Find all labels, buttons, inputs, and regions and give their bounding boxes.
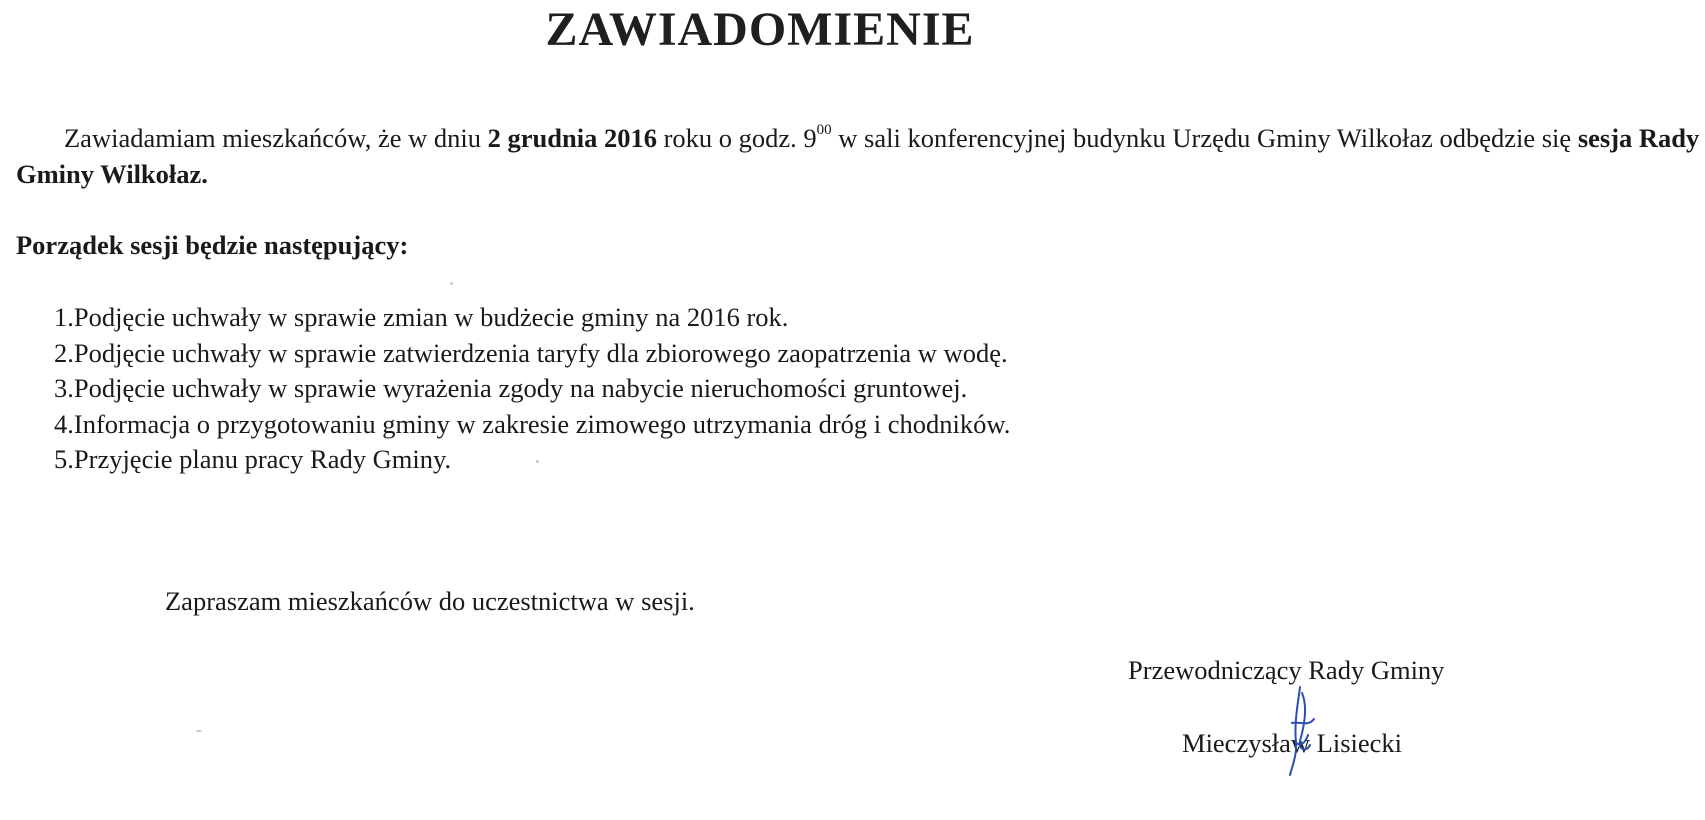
scan-speck xyxy=(450,282,453,285)
intro-text-1: Zawiadamiam mieszkańców, że w dniu xyxy=(64,123,488,153)
agenda-item: 3.Podjęcie uchwały w sprawie wyrażenia zgody na nabycie nieruchomości gruntowej. xyxy=(54,373,968,403)
document-title: ZAWIADOMIENIE xyxy=(545,3,975,56)
intro-text-3: w sali konferencyjnej budynku Urzędu Gminy Wilkołaz odbędzie się xyxy=(831,123,1578,153)
session-date: 2 grudnia 2016 xyxy=(487,123,657,153)
scan-speck xyxy=(196,730,202,732)
signatory-name: Mieczysław Lisiecki xyxy=(1182,728,1403,758)
handwritten-signature-icon xyxy=(1280,683,1320,779)
agenda-item: 1.Podjęcie uchwały w sprawie zmian w budżecie gminy na 2016 rok. xyxy=(54,302,789,332)
intro-paragraph xyxy=(16,120,1705,192)
agenda-item: 2.Podjęcie uchwały w sprawie zatwierdzenia taryfy dla zbiorowego zaopatrzenia w wodę. xyxy=(54,337,1008,368)
time-superscript: 00 xyxy=(816,122,832,138)
invitation-text: Zapraszam mieszkańców do uczestnictwa w sesji. xyxy=(165,586,695,616)
signatory-role: Przewodniczący Rady Gminy xyxy=(1128,655,1445,685)
agenda-list xyxy=(54,300,1010,478)
intro-text-2: roku o godz. 9 xyxy=(656,123,817,153)
agenda-item: 4.Informacja o przygotowaniu gminy w zakresie zimowego utrzymania dróg i chodników. xyxy=(54,408,1011,439)
agenda-item: 5.Przyjęcie planu pracy Rady Gminy. xyxy=(54,444,452,474)
session-name: sesja Rady Gminy Wilkołaz. xyxy=(16,123,1700,189)
agenda-heading: Porządek sesji będzie następujący: xyxy=(16,230,409,260)
scan-speck xyxy=(536,460,539,463)
